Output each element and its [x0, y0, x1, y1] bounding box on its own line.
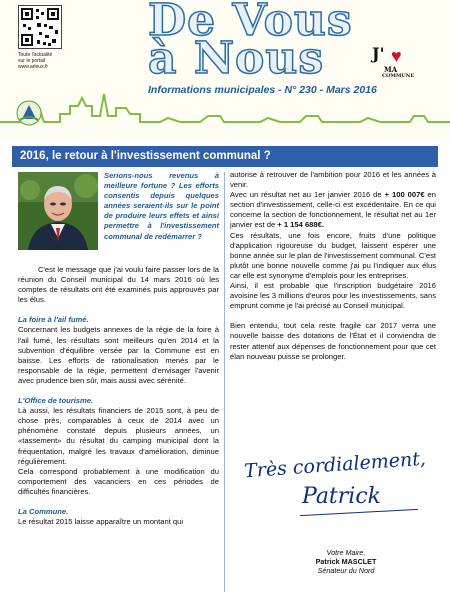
- newsletter-title-line1: De Vous: [148, 0, 353, 46]
- article-right-column: [230, 170, 436, 362]
- masthead: [0, 0, 450, 140]
- jaime-ma-commune-logo: [372, 44, 430, 84]
- paragraph: Là aussi, les résultats financiers de 2015 sont, à peu de chose près, comparables à ceux de 2014 avec un phénomène constaté depuis plusieurs années, un «tassement» du résultat du camping municipal dont la fréquentation, malgré les travaux d'amélioration, diminue régulièrement.: [18, 406, 219, 466]
- text: Avec un résultat net au 1er janvier 2016 de: [230, 190, 382, 200]
- paragraph-results: [230, 190, 436, 230]
- newsletter-title-line2: à Nous: [148, 33, 325, 84]
- column-divider: [224, 172, 225, 592]
- paragraph: Le résultat 2015 laisse apparaître un montant qui: [18, 517, 184, 527]
- paragraph: autorise à retrouver de l'ambition pour 2016 et les années à venir.: [230, 170, 436, 190]
- section-heading: La Commune.: [18, 506, 69, 516]
- text: en section d'investissement, celle-ci est excédentaire. En ce qui concerne la section de fonctionnement, le résultat net au 1er janvier est de: [230, 190, 436, 230]
- section-heading: L'Office de tourisme.: [18, 396, 94, 406]
- signature-block: [300, 548, 392, 575]
- article-headline-banner: 2016, le retour à l'investissement communal ?: [12, 146, 438, 167]
- qr-caption: [18, 52, 78, 70]
- paragraph: Concernant les budgets annexes de la régie de la foire à l'ail fumé, les résultats sont meilleurs qu'en 2014 et la subvention d'équilibre versée par la Commune est en baisse. Les efforts de rationalisation menés par le responsable de la régie, permettent d'envisager l'avenir avec prudence bien sûr, mais aussi avec sérénité.: [18, 325, 219, 385]
- operating-result: + 1 154 688€.: [277, 220, 324, 230]
- qr-code[interactable]: [18, 5, 62, 49]
- closing-handwritten: Très cordialement,: [243, 447, 427, 483]
- signer-title: Sénateur du Nord: [317, 566, 375, 575]
- issue-subtitle: Informations municipales - N° 230 - Mars 2016: [148, 84, 377, 96]
- qr-caption-line: sur le portail: [18, 58, 46, 64]
- town-skyline-illustration: [0, 92, 450, 140]
- article-lead: Serions-nous revenus à meilleure fortune ? Les efforts consentis depuis quelques années seraient-ils sur le point de produire leurs effets et ainsi permettre à l'investissement communal de redémarrer ?: [104, 171, 219, 241]
- paragraph: Cela correspond probablement à une modification du comportement des vacanciers en ces périodes de difficultés financières.: [18, 466, 219, 496]
- section-heading: La foire à l'ail fumé.: [18, 315, 89, 325]
- jaime-commune: COMMUNE: [382, 73, 415, 79]
- investment-result: + 100 007€: [384, 190, 425, 200]
- signer-name: Patrick MASCLET: [315, 557, 377, 566]
- article-left-column: [18, 265, 219, 527]
- arleux-logo-icon: [16, 100, 42, 126]
- paragraph: Ces résultats, une fois encore, fruits d'une politique d'application rigoureuse du budget, laissent espérer une bonne année sur le plan de l'investissement communal. C'est plutôt une bonne nouvelle comme j'ai pu l'indiquer aux élus car elle est synonyme d'emplois pour les entreprises.: [230, 230, 436, 280]
- signer-role: Votre Maire,: [326, 548, 366, 557]
- paragraph: C'est le message que j'ai voulu faire passer lors de la réunion du Conseil municipal du 14 mars 2016 où les comptes de résultats ont été examinés puis approuvés par les élus.: [18, 265, 219, 305]
- jaime-text: J': [372, 44, 385, 63]
- mayor-portrait-photo: [18, 172, 98, 250]
- qr-caption-url[interactable]: www.arleux.fr: [18, 64, 49, 70]
- qr-caption-line: Toute l'actualité: [18, 52, 53, 58]
- jaime-ma: MA: [384, 65, 398, 74]
- heart-icon: ♥: [391, 46, 402, 66]
- signature-underline: [300, 509, 418, 516]
- paragraph: Bien entendu, tout cela reste fragile car 2017 verra une nouvelle baisse des dotations de l'État et il conviendra de rester attentif aux dépenses de fonctionnement pour que cet élan nouveau puisse se prolonger.: [230, 321, 436, 361]
- mayor-signature: Patrick: [302, 484, 381, 509]
- paragraph: Ainsi, il est probable que l'inscription budgétaire 2016 avoisine les 3 millions d'euros pour les investissements, sans emprunt comme je l'ai précisé au Conseil municipal.: [230, 281, 436, 311]
